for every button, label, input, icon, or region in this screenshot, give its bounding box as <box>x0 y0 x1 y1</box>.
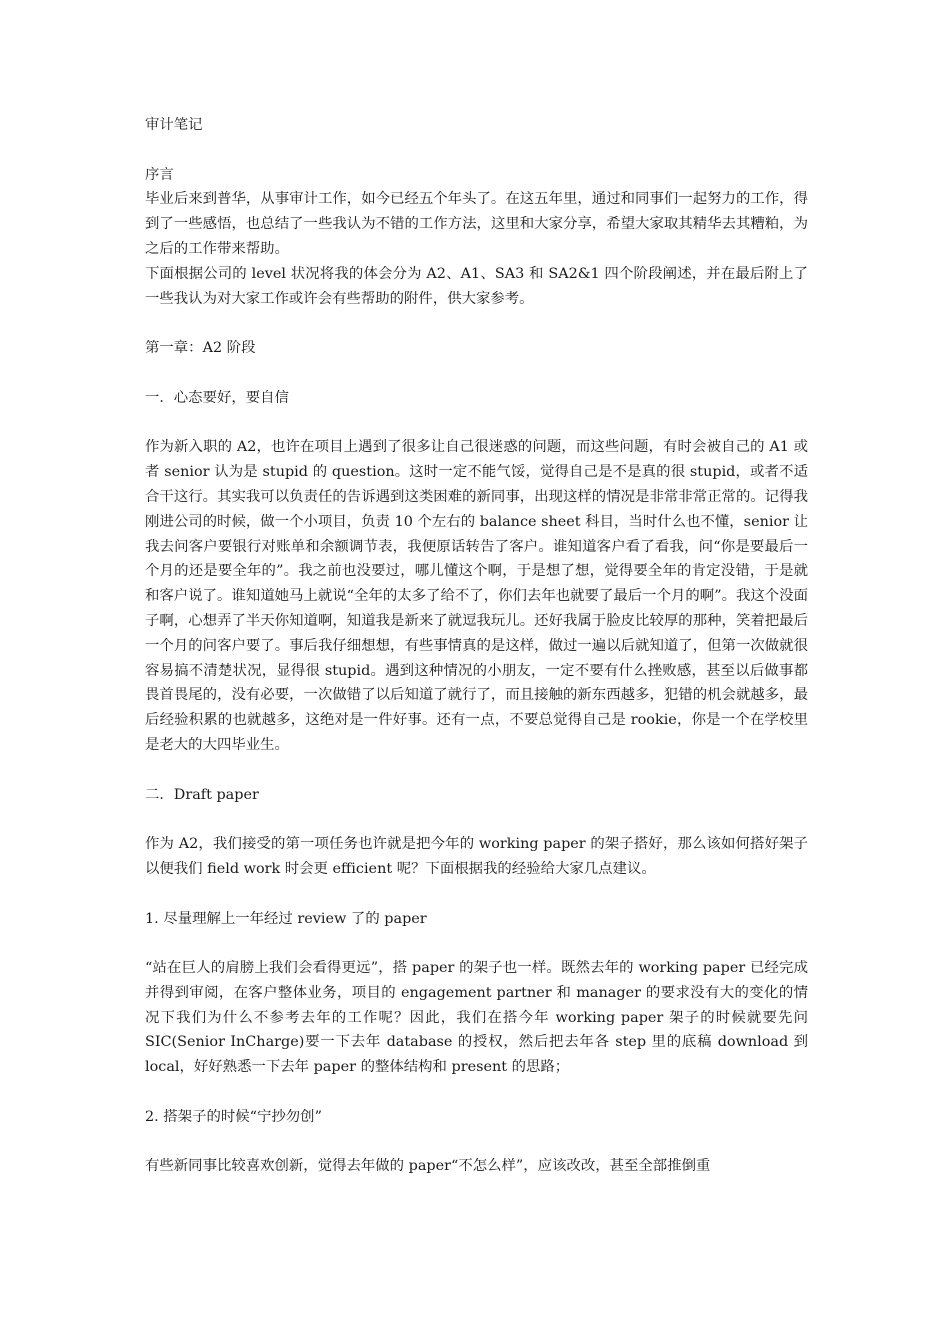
section-2-heading: 二．Draft paper <box>145 786 259 803</box>
spacer <box>145 1080 808 1105</box>
preface-paragraph-2: 下面根据公司的 level 状况将我的体会分为 A2、A1、SA3 和 SA2&1 四个阶段阐述，并在最后附上了一些我认为对大家工作或许会有些帮助的附件，供大家参考。 <box>145 265 808 307</box>
spacer <box>145 411 808 436</box>
chapter-heading: 第一章：A2 阶段 <box>145 340 256 357</box>
preface-heading: 序言 <box>145 166 174 183</box>
spacer <box>145 311 808 336</box>
spacer <box>145 931 808 956</box>
point-1-heading: 1. 尽量理解上一年经过 review 了的 paper <box>145 910 427 927</box>
point-1-paragraph: “站在巨人的肩膀上我们会看得更远”，搭 paper 的架子也一样。既然去年的 working paper 已经完成并得到审阅，在客户整体业务，项目的 engagement partner 和 manager 的要求没有大的变化的情况下我们为什么不参考去年的工作呢？因此，我们在搭今年 working paper 架子的时候就要先问 SIC(Senior InCharge)要一下去年 database 的授权，然后把去年各 step 里的底稿 download 到 local，好好熟悉一下去年 paper 的整体结构和 present 的思路； <box>145 960 808 1076</box>
spacer <box>145 361 808 386</box>
spacer <box>145 758 808 783</box>
section-2-intro: 作为 A2，我们接受的第一项任务也许就是把今年的 working paper 的架子搭好，那么该如何搭好架子以便我们 field work 时会更 efficient 呢？下面根据我的经验给大家几点建议。 <box>145 836 808 877</box>
preface-paragraph-1: 毕业后来到普华，从事审计工作，如今已经五个年头了。在这五年里，通过和同事们一起努力的工作，得到了一些感悟，也总结了一些我认为不错的工作方法，这里和大家分享，希望大家取其精华去其糟粕，为之后的工作带来帮助。 <box>145 191 808 257</box>
section-1-heading: 一．心态要好，要自信 <box>145 389 289 406</box>
spacer <box>145 807 808 832</box>
spacer <box>145 1130 808 1155</box>
point-2-paragraph: 有些新同事比较喜欢创新，觉得去年做的 paper“不怎么样”，应该改改，甚至全部推倒重 <box>145 1158 711 1175</box>
section-1-paragraph: 作为新入职的 A2，也许在项目上遇到了很多让自己很迷惑的问题，而这些问题，有时会被自己的 A1 或者 senior 认为是 stupid 的 question。这时一定不能气馁，觉得自己是不是真的很 stupid，或者不适合干这行。其实我可以负责任的告诉遇到这类困难的新同事，出现这样的情况是非常非常正常的。记得我刚进公司的时候，做一个小项目，负责 10 个左右的 balance sheet 科目，当时什么也不懂，senior 让我去问客户要银行对账单和余额调节表，我便原话转告了客户。谁知道客户看了看我，问“你是要最后一个月的还是要全年的”。我之前也没要过，哪儿懂这个啊，于是想了想，觉得要全年的肯定没错，于是就和客户说了。谁知道她马上就说“全年的太多了给不了，你们去年也就要了最后一个月的啊”。我这个没面子啊，心想弄了半天你知道啊，知道我是新来了就逗我玩儿。还好我属于脸皮比较厚的那种，笑着把最后一个月的问客户要了。事后我仔细想想，有些事情真的是这样，做过一遍以后就知道了，但第一次做就很容易搞不清楚状况，显得很 stupid。遇到这种情况的小朋友，一定不要有什么挫败感，甚至以后做事都畏首畏尾的，没有必要，一次做错了以后知道了就行了，而且接触的新东西越多，犯错的机会就越多，最后经验积累的也就越多，这绝对是一件好事。还有一点，不要总觉得自己是 rookie，你是一个在学校里是老大的大四毕业生。 <box>145 439 808 753</box>
document-page <box>145 113 808 1179</box>
spacer <box>145 882 808 907</box>
point-2-heading: 2. 搭架子的时候“宁抄勿创” <box>145 1108 322 1125</box>
spacer <box>145 138 808 163</box>
document-title: 审计笔记 <box>145 117 203 133</box>
